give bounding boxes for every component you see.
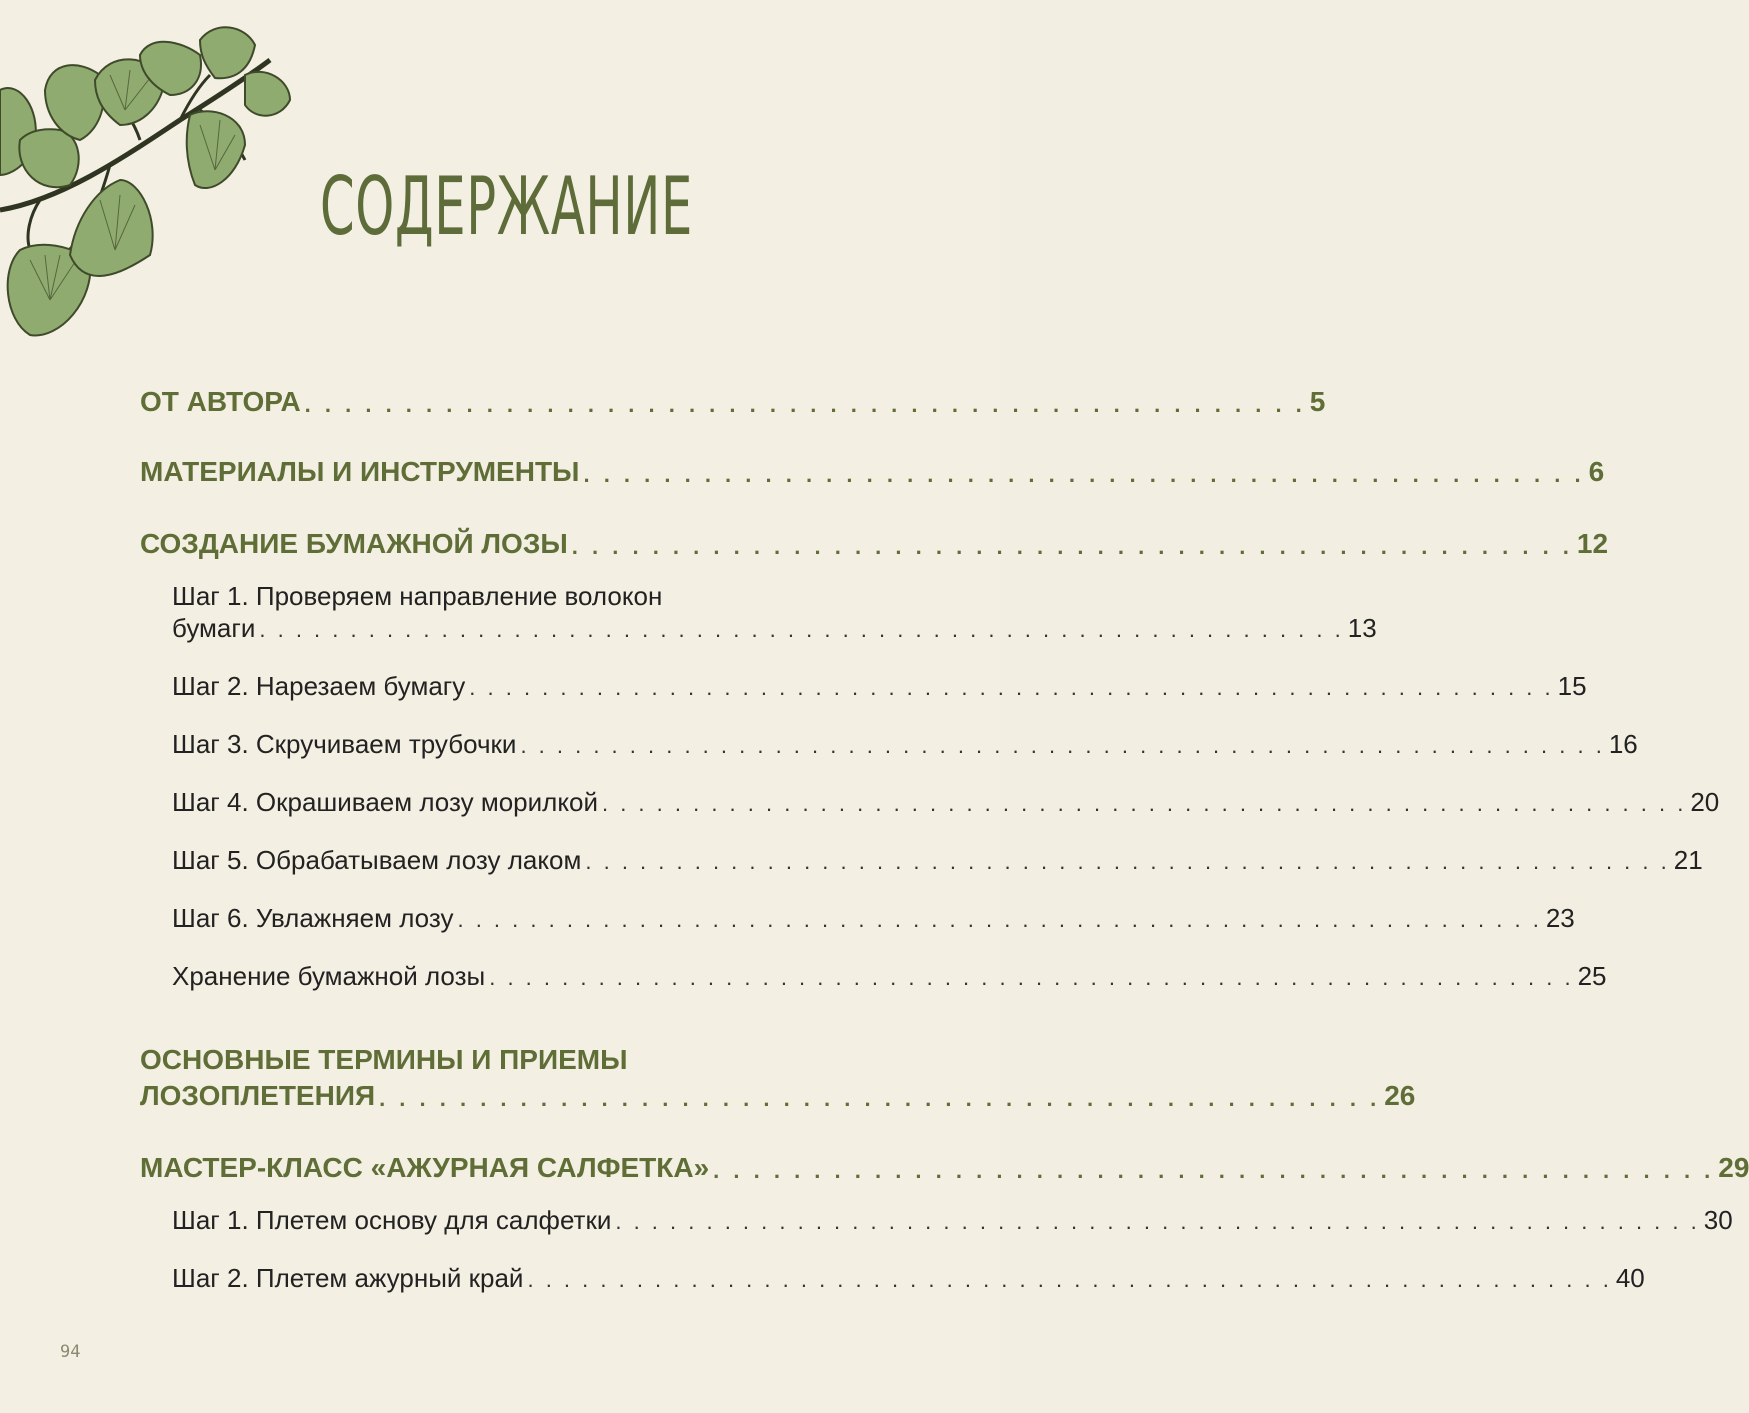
- toc-entry[interactable]: [140, 1150, 1749, 1186]
- toc-entry-label: Шаг 2. Плетем ажурный край: [172, 1263, 524, 1293]
- toc-entry-label-line1: Шаг 1. Проверяем направление волокон: [172, 581, 663, 611]
- toc-entry-label: Хранение бумажной лозы: [172, 961, 486, 991]
- toc-entry-page: 23: [1545, 903, 1575, 933]
- toc-entry-page: 25: [1577, 961, 1607, 991]
- toc-entry-page: 6: [1588, 456, 1605, 487]
- toc-entry-label: СОЗДАНИЕ БУМАЖНОЙ ЛОЗЫ: [140, 528, 568, 559]
- toc-entry-label: ОТ АВТОРА: [140, 386, 301, 417]
- toc-entry-label-line1: ОСНОВНЫЕ ТЕРМИНЫ И ПРИЕМЫ: [140, 1044, 628, 1075]
- toc-entry[interactable]: [140, 454, 1605, 490]
- ginkgo-branch-icon: [0, 0, 300, 345]
- toc-entry[interactable]: [140, 844, 1703, 876]
- page-title: СОДЕРЖАНИЕ: [320, 160, 693, 253]
- toc-entry[interactable]: [140, 1262, 1645, 1294]
- toc-entry-page: 12: [1576, 528, 1609, 559]
- toc-leader-dots: . . . . . . . . . . . . . . . . . . . . . . . . . . . . . . . . . . . . . . . . . . . . . . . . . .: [379, 1086, 1381, 1111]
- toc-entry-label: бумаги: [172, 613, 256, 643]
- toc-leader-dots: . . . . . . . . . . . . . . . . . . . . . . . . . . . . . . . . . . . . . . . . . . . . . . . . . . . . . . . . . . . .: [520, 733, 1605, 758]
- toc-leader-dots: . . . . . . . . . . . . . . . . . . . . . . . . . . . . . . . . . . . . . . . . . . . . . . . . . . . . . . . . . . . .: [615, 1209, 1700, 1234]
- toc-entry-page: 30: [1703, 1205, 1733, 1235]
- toc-entry[interactable]: [140, 580, 1377, 644]
- toc-entry-page: 13: [1347, 613, 1377, 643]
- toc-leader-dots: . . . . . . . . . . . . . . . . . . . . . . . . . . . . . . . . . . . . . . . . . . . . . . . . . . . . . . . . . . . .: [457, 907, 1542, 932]
- toc-entry-page: 15: [1557, 671, 1587, 701]
- toc-leader-dots: . . . . . . . . . . . . . . . . . . . . . . . . . . . . . . . . . . . . . . . . . . . . . . . . . . . . . . . . . . . .: [469, 675, 1554, 700]
- toc-entry-label: Шаг 1. Плетем основу для салфетки: [172, 1205, 612, 1235]
- toc-entry-page: 40: [1615, 1263, 1645, 1293]
- toc-leader-dots: . . . . . . . . . . . . . . . . . . . . . . . . . . . . . . . . . . . . . . . . . . . . . . . . . . . . . . . . . . . .: [489, 965, 1574, 990]
- toc-entry[interactable]: [140, 526, 1609, 562]
- toc-entry[interactable]: [140, 1042, 1416, 1114]
- toc-entry-page: 16: [1608, 729, 1638, 759]
- toc-leader-dots: . . . . . . . . . . . . . . . . . . . . . . . . . . . . . . . . . . . . . . . . . . . . . . . . . .: [713, 1158, 1715, 1183]
- toc-leader-dots: . . . . . . . . . . . . . . . . . . . . . . . . . . . . . . . . . . . . . . . . . . . . . . . . . . . . . . . . . . . .: [259, 617, 1344, 642]
- toc-entry-label: Шаг 5. Обрабатываем лозу лаком: [172, 845, 582, 875]
- toc-entry-label: Шаг 6. Увлажняем лозу: [172, 903, 454, 933]
- toc-entry-page: 5: [1309, 386, 1326, 417]
- toc-entry-page: 20: [1690, 787, 1720, 817]
- page-number: 94: [60, 1342, 81, 1362]
- toc-entry[interactable]: [140, 670, 1587, 702]
- toc-entry-label: Шаг 3. Скручиваем трубочки: [172, 729, 517, 759]
- table-of-contents: [140, 384, 1749, 1294]
- toc-leader-dots: . . . . . . . . . . . . . . . . . . . . . . . . . . . . . . . . . . . . . . . . . . . . . . . . . .: [583, 462, 1585, 487]
- toc-entry[interactable]: [140, 902, 1575, 934]
- toc-entry[interactable]: [140, 960, 1607, 992]
- toc-leader-dots: . . . . . . . . . . . . . . . . . . . . . . . . . . . . . . . . . . . . . . . . . . . . . . . . . . . . . . . . . . . .: [527, 1267, 1612, 1292]
- toc-entry[interactable]: [140, 728, 1638, 760]
- toc-entry-page: 26: [1384, 1080, 1416, 1111]
- toc-leader-dots: . . . . . . . . . . . . . . . . . . . . . . . . . . . . . . . . . . . . . . . . . . . . . . . . . .: [304, 392, 1306, 417]
- toc-entry[interactable]: [140, 786, 1720, 818]
- toc-leader-dots: . . . . . . . . . . . . . . . . . . . . . . . . . . . . . . . . . . . . . . . . . . . . . . . . . . . . . . . . . . . .: [585, 849, 1670, 874]
- toc-entry-label: Шаг 4. Окрашиваем лозу морилкой: [172, 787, 598, 817]
- toc-entry-label: ЛОЗОПЛЕТЕНИЯ: [140, 1080, 376, 1111]
- toc-entry-label: МАТЕРИАЛЫ И ИНСТРУМЕНТЫ: [140, 456, 580, 487]
- toc-entry-label: Шаг 2. Нарезаем бумагу: [172, 671, 466, 701]
- toc-leader-dots: . . . . . . . . . . . . . . . . . . . . . . . . . . . . . . . . . . . . . . . . . . . . . . . . . .: [571, 534, 1573, 559]
- toc-entry[interactable]: [140, 384, 1326, 420]
- toc-entry-page: 21: [1673, 845, 1703, 875]
- toc-entry-page: 29: [1718, 1152, 1749, 1183]
- toc-entry-label: МАСТЕР-КЛАСС «АЖУРНАЯ САЛФЕТКА»: [140, 1152, 710, 1183]
- toc-leader-dots: . . . . . . . . . . . . . . . . . . . . . . . . . . . . . . . . . . . . . . . . . . . . . . . . . . . . . . . . . . . .: [601, 791, 1687, 816]
- toc-entry[interactable]: [140, 1204, 1733, 1236]
